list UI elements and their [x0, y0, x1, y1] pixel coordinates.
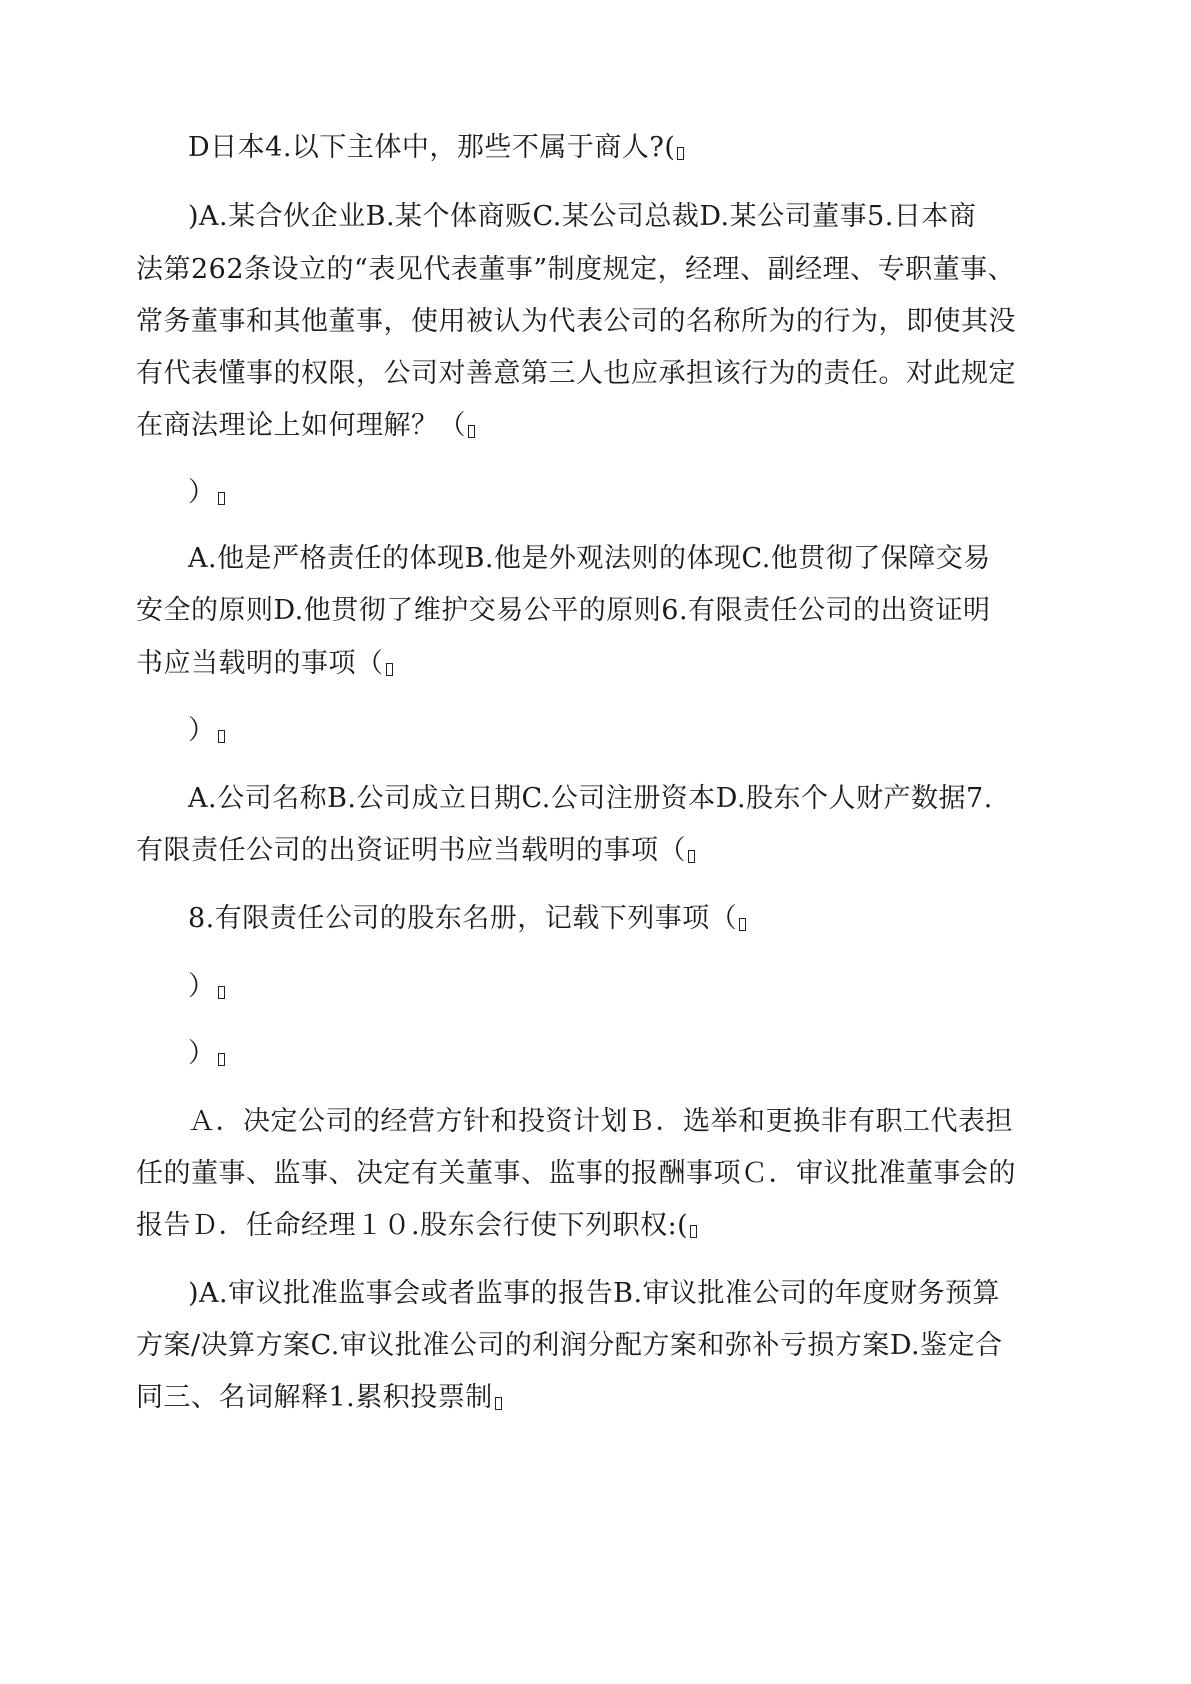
- line-text: D日本4.以下主体中，那些不属于商人?(: [188, 132, 676, 163]
- line-text: )A.某合伙企业B.某个体商贩C.某公司总裁D.某公司董事5.日本商: [188, 201, 977, 232]
- line-text: Ａ．决定公司的经营方针和投资计划Ｂ．选举和更换非有职工代表担: [188, 1106, 1013, 1137]
- text-line: [188, 1277, 1000, 1311]
- placeholder-box: [739, 918, 746, 931]
- text-line: [188, 902, 746, 936]
- text-line: [136, 647, 393, 681]
- line-text: A.他是严格责任的体现B.他是外观法则的体现C.他贯彻了保障交易: [188, 543, 991, 574]
- text-line: [136, 1381, 502, 1415]
- line-text: )A.审议批准监事会或者监事的报告B.审议批准公司的年度财务预算: [188, 1278, 1001, 1309]
- placeholder-box: [218, 730, 225, 743]
- line-text: 有代表懂事的权限，公司对善意第三人也应承担该行为的责任。对此规定: [136, 358, 1016, 389]
- line-text: ）: [188, 1038, 216, 1069]
- text-line: [188, 970, 225, 1004]
- placeholder-box: [677, 147, 684, 160]
- placeholder-box: [386, 663, 393, 676]
- text-line: [188, 782, 993, 816]
- text-line: [136, 594, 991, 628]
- text-line: [136, 253, 1015, 287]
- line-text: 常务董事和其他董事，使用被认为代表公司的名称所为的行为，即使其没: [136, 306, 1016, 337]
- placeholder-box: [218, 986, 225, 999]
- text-line: [136, 409, 475, 443]
- line-text: 8.有限责任公司的股东名册，记载下列事项（: [188, 903, 738, 934]
- line-text: ）: [188, 477, 216, 508]
- line-text: 报告Ｄ．任命经理１０.股东会行使下列职权:(: [136, 1210, 689, 1241]
- line-text: ）: [188, 715, 216, 746]
- placeholder-box: [218, 492, 225, 505]
- placeholder-box: [468, 425, 475, 438]
- text-line: [188, 1105, 1013, 1139]
- text-line: [136, 1209, 697, 1243]
- text-line: [136, 1329, 1003, 1363]
- text-line: [188, 542, 991, 576]
- text-line: [188, 714, 225, 748]
- text-line: [188, 131, 684, 165]
- text-line: [136, 357, 1016, 391]
- placeholder-box: [495, 1397, 502, 1410]
- line-text: 在商法理论上如何理解？（: [136, 410, 466, 441]
- placeholder-box: [690, 1225, 697, 1238]
- text-line: [136, 834, 695, 868]
- text-line: [136, 305, 1016, 339]
- line-text: A.公司名称B.公司成立日期C.公司注册资本D.股东个人财产数据7.: [188, 783, 993, 814]
- text-line: [188, 200, 976, 234]
- placeholder-box: [688, 850, 695, 863]
- text-line: [188, 1037, 225, 1071]
- line-text: 同三、名词解释1.累积投票制: [136, 1382, 493, 1413]
- text-line: [188, 476, 225, 510]
- placeholder-box: [218, 1053, 225, 1066]
- line-text: ）: [188, 971, 216, 1002]
- line-text: 书应当载明的事项（: [136, 648, 384, 679]
- line-text: 任的董事、监事、决定有关董事、监事的报酬事项Ｃ．审议批准董事会的: [136, 1158, 1016, 1189]
- line-text: 安全的原则D.他贯彻了维护交易公平的原则6.有限责任公司的出资证明: [136, 595, 991, 626]
- line-text: 有限责任公司的出资证明书应当载明的事项（: [136, 835, 686, 866]
- line-text: 法第262条设立的“表见代表董事”制度规定，经理、副经理、专职董事、: [136, 254, 1016, 285]
- text-line: [136, 1157, 1016, 1191]
- line-text: 方案/决算方案C.审议批准公司的利润分配方案和弥补亏损方案D.鉴定合: [136, 1330, 1003, 1361]
